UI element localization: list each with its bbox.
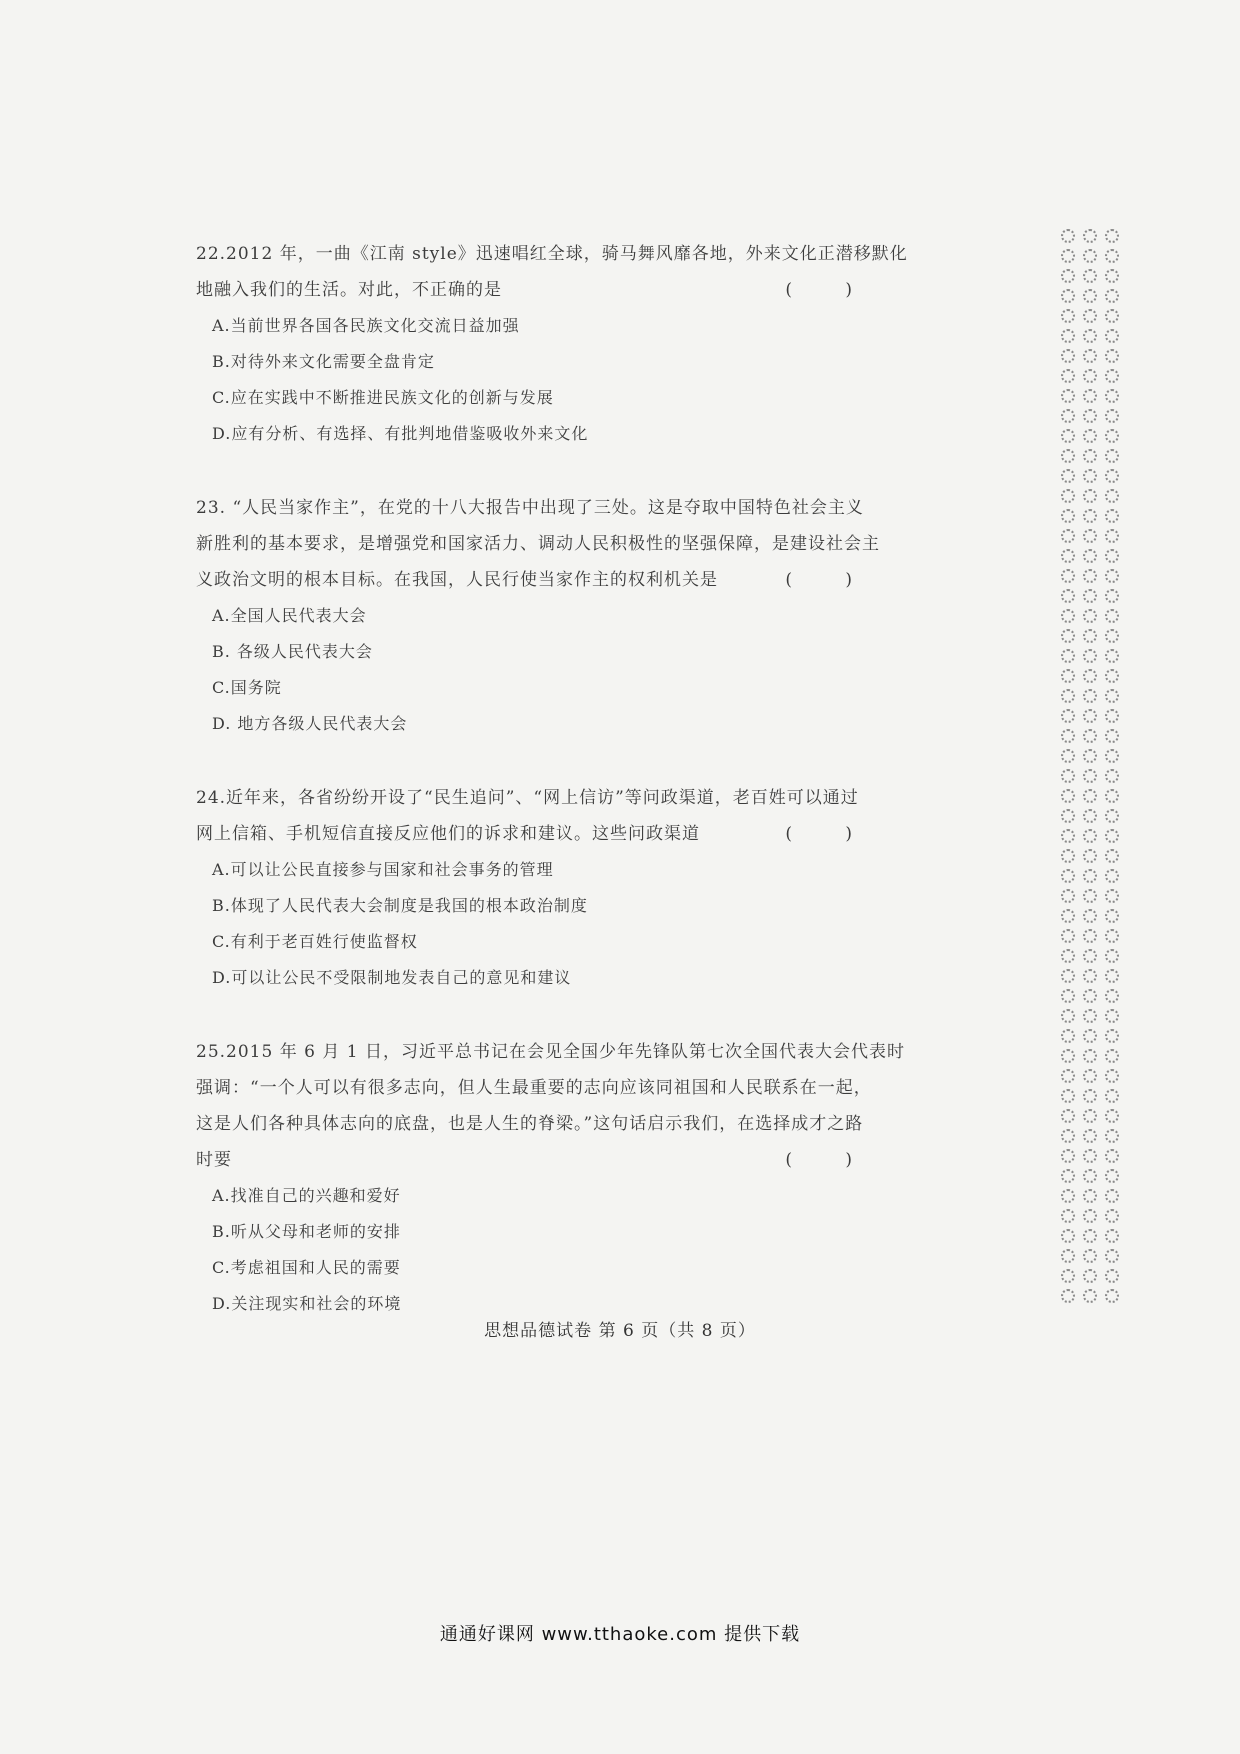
gear-icon [1105, 1109, 1119, 1123]
gear-icon [1105, 1169, 1119, 1183]
gear-icon [1105, 1269, 1119, 1283]
gear-icon [1105, 249, 1119, 263]
gear-icon [1083, 789, 1097, 803]
gear-icon [1105, 389, 1119, 403]
gear-icon [1083, 1189, 1097, 1203]
option-d: D. 地方各级人民代表大会 [212, 714, 408, 733]
gear-icon [1105, 689, 1119, 703]
gear-icon [1061, 769, 1075, 783]
gear-icon [1105, 669, 1119, 683]
gear-icon [1083, 369, 1097, 383]
option-c: C.考虑祖国和人民的需要 [212, 1258, 401, 1277]
gear-icon [1061, 1269, 1075, 1283]
exam-content [196, 236, 908, 1360]
gear-icon [1061, 1089, 1075, 1103]
gear-icon [1061, 349, 1075, 363]
question-stem-line: 22.2012 年，一曲《江南 style》迅速唱红全球，骑马舞风靡各地，外来文化正潜移默化 [196, 244, 908, 264]
question-24 [196, 780, 876, 996]
question-25 [196, 1034, 905, 1322]
gear-icon [1083, 469, 1097, 483]
gear-icon [1105, 1149, 1119, 1163]
gear-icon [1061, 849, 1075, 863]
gear-icon [1105, 609, 1119, 623]
question-stem-line: 23. “人民当家作主”，在党的十八大报告中出现了三处。这是夺取中国特色社会主义 [196, 498, 864, 518]
option-d: D.关注现实和社会的环境 [212, 1294, 402, 1313]
gear-icon [1105, 1029, 1119, 1043]
gear-icon [1105, 269, 1119, 283]
gear-icon [1061, 589, 1075, 603]
gear-icon [1105, 929, 1119, 943]
option-a: A.当前世界各国各民族文化交流日益加强 [212, 316, 520, 335]
question-stem-line: 25.2015 年 6 月 1 日，习近平总书记在会见全国少年先锋队第七次全国代表大会代表时 [196, 1042, 905, 1062]
gear-icon [1083, 529, 1097, 543]
gear-icon [1083, 449, 1097, 463]
question-stem-text: 时要 [196, 1150, 232, 1170]
gear-icon [1061, 469, 1075, 483]
gear-icon [1083, 309, 1097, 323]
gear-icon [1105, 449, 1119, 463]
gear-icon [1105, 1089, 1119, 1103]
gear-icon [1083, 929, 1097, 943]
gear-icon [1061, 329, 1075, 343]
gear-icon [1083, 809, 1097, 823]
gear-icon [1061, 549, 1075, 563]
gear-icon [1061, 669, 1075, 683]
gear-icon [1061, 649, 1075, 663]
gear-icon [1083, 1029, 1097, 1043]
gear-icon [1105, 289, 1119, 303]
answer-parentheses: ( ) [785, 1150, 876, 1170]
gear-icon [1105, 309, 1119, 323]
gear-icon [1061, 409, 1075, 423]
question-stem-line: 这是人们各种具体志向的底盘，也是人生的脊梁。”这句话启示我们，在选择成才之路 [196, 1114, 864, 1134]
gear-icon [1061, 929, 1075, 943]
gear-icon [1105, 229, 1119, 243]
gear-icon [1105, 649, 1119, 663]
gear-icon [1061, 1209, 1075, 1223]
gear-icon [1061, 709, 1075, 723]
gear-icon [1083, 729, 1097, 743]
gear-icon [1083, 1069, 1097, 1083]
answer-parentheses: ( ) [785, 570, 876, 590]
gear-icon [1061, 1189, 1075, 1203]
gear-icon [1083, 229, 1097, 243]
gear-icon [1061, 869, 1075, 883]
gear-icon [1061, 369, 1075, 383]
gear-icon [1105, 729, 1119, 743]
gear-icon [1061, 689, 1075, 703]
gear-icon [1061, 729, 1075, 743]
question-stem-line: 强调：“一个人可以有很多志向，但人生最重要的志向应该同祖国和人民联系在一起， [196, 1078, 872, 1098]
gear-icon [1105, 349, 1119, 363]
gear-icon [1105, 489, 1119, 503]
gear-icon [1061, 509, 1075, 523]
gear-icon [1105, 709, 1119, 723]
gear-icon [1061, 269, 1075, 283]
gear-icon [1083, 1109, 1097, 1123]
gear-icon [1105, 549, 1119, 563]
gear-icon [1061, 1029, 1075, 1043]
gear-icon [1061, 389, 1075, 403]
gear-icon [1061, 429, 1075, 443]
question-stem-text: 地融入我们的生活。对此，不正确的是 [196, 280, 502, 300]
gear-icon [1105, 1209, 1119, 1223]
gear-icon [1061, 1049, 1075, 1063]
gear-icon [1061, 529, 1075, 543]
gear-icon [1083, 1289, 1097, 1303]
gear-icon [1105, 949, 1119, 963]
gear-icon [1061, 1149, 1075, 1163]
gear-icon [1105, 829, 1119, 843]
gear-icon [1061, 1169, 1075, 1183]
gear-icon [1061, 989, 1075, 1003]
gear-icon [1105, 509, 1119, 523]
gear-icon [1105, 369, 1119, 383]
gear-icon [1105, 809, 1119, 823]
question-stem-line: 24.近年来，各省纷纷开设了“民生追问”、“网上信访”等问政渠道，老百姓可以通过 [196, 788, 859, 808]
binding-margin-pattern [1060, 228, 1132, 1318]
gear-icon [1105, 329, 1119, 343]
gear-icon [1061, 809, 1075, 823]
gear-icon [1105, 889, 1119, 903]
option-b: B. 各级人民代表大会 [212, 642, 373, 661]
option-d: D.应有分析、有选择、有批判地借鉴吸收外来文化 [212, 424, 589, 443]
option-c: C.有利于老百姓行使监督权 [212, 932, 418, 951]
gear-icon [1083, 769, 1097, 783]
gear-icon [1061, 889, 1075, 903]
gear-icon [1083, 709, 1097, 723]
question-stem-line [196, 1142, 876, 1178]
gear-icon [1061, 749, 1075, 763]
question-stem-line [196, 562, 876, 598]
option-b: B.体现了人民代表大会制度是我国的根本政治制度 [212, 896, 588, 915]
gear-icon [1061, 1109, 1075, 1123]
gear-icon [1083, 1209, 1097, 1223]
gear-icon [1105, 749, 1119, 763]
gear-icon [1083, 549, 1097, 563]
gear-icon [1061, 489, 1075, 503]
gear-icon [1061, 249, 1075, 263]
gear-icon [1105, 969, 1119, 983]
gear-icon [1083, 429, 1097, 443]
gear-icon [1061, 629, 1075, 643]
answer-parentheses: ( ) [785, 280, 876, 300]
option-a: A.找准自己的兴趣和爱好 [212, 1186, 401, 1205]
gear-icon [1083, 909, 1097, 923]
gear-icon [1105, 409, 1119, 423]
question-stem-text: 义政治文明的根本目标。在我国，人民行使当家作主的权利机关是 [196, 570, 718, 590]
gear-icon [1105, 469, 1119, 483]
option-a: A.可以让公民直接参与国家和社会事务的管理 [212, 860, 554, 879]
gear-icon [1083, 669, 1097, 683]
gear-icon [1083, 1129, 1097, 1143]
gear-icon [1061, 1229, 1075, 1243]
option-c: C.国务院 [212, 678, 282, 697]
gear-icon [1083, 1229, 1097, 1243]
gear-icon [1083, 629, 1097, 643]
gear-icon [1105, 629, 1119, 643]
gear-icon [1061, 1009, 1075, 1023]
gear-icon [1083, 869, 1097, 883]
gear-icon [1061, 309, 1075, 323]
gear-icon [1083, 329, 1097, 343]
gear-icon [1105, 1069, 1119, 1083]
option-b: B.听从父母和老师的安排 [212, 1222, 401, 1241]
option-b: B.对待外来文化需要全盘肯定 [212, 352, 435, 371]
gear-icon [1083, 649, 1097, 663]
gear-icon [1105, 1229, 1119, 1243]
gear-icon [1105, 1249, 1119, 1263]
gear-icon [1083, 1149, 1097, 1163]
gear-icon [1083, 829, 1097, 843]
gear-icon [1083, 989, 1097, 1003]
gear-icon [1061, 569, 1075, 583]
gear-icon [1061, 229, 1075, 243]
gear-icon [1083, 569, 1097, 583]
gear-icon [1105, 1129, 1119, 1143]
gear-icon [1105, 849, 1119, 863]
gear-icon [1061, 969, 1075, 983]
gear-icon [1083, 249, 1097, 263]
gear-icon [1105, 789, 1119, 803]
gear-icon [1083, 689, 1097, 703]
gear-icon [1105, 769, 1119, 783]
gear-icon [1061, 449, 1075, 463]
gear-icon [1105, 1189, 1119, 1203]
gear-icon [1083, 889, 1097, 903]
gear-icon [1105, 989, 1119, 1003]
gear-icon [1083, 849, 1097, 863]
gear-icon [1061, 1249, 1075, 1263]
gear-icon [1083, 1049, 1097, 1063]
gear-icon [1083, 349, 1097, 363]
option-c: C.应在实践中不断推进民族文化的创新与发展 [212, 388, 554, 407]
gear-icon [1061, 609, 1075, 623]
gear-icon [1105, 869, 1119, 883]
gear-icon [1061, 1129, 1075, 1143]
question-stem-line: 新胜利的基本要求，是增强党和国家活力、调动人民积极性的坚强保障，是建设社会主 [196, 534, 880, 554]
gear-icon [1061, 1069, 1075, 1083]
question-stem-line [196, 272, 876, 308]
gear-icon [1105, 589, 1119, 603]
gear-icon [1083, 409, 1097, 423]
gear-icon [1083, 1269, 1097, 1283]
gear-icon [1061, 949, 1075, 963]
gear-icon [1105, 1289, 1119, 1303]
question-stem-text: 网上信箱、手机短信直接反应他们的诉求和建议。这些问政渠道 [196, 824, 700, 844]
gear-icon [1083, 949, 1097, 963]
gear-icon [1083, 289, 1097, 303]
page-number-footer: 思想品德试卷 第 6 页（共 8 页） [484, 1321, 756, 1341]
question-22 [196, 236, 908, 452]
question-stem-line [196, 816, 876, 852]
download-source-footer: 通通好课网 www.tthaoke.com 提供下载 [439, 1624, 801, 1645]
gear-icon [1083, 609, 1097, 623]
gear-icon [1105, 529, 1119, 543]
gear-icon [1061, 1289, 1075, 1303]
gear-icon [1083, 1169, 1097, 1183]
gear-icon [1083, 489, 1097, 503]
gear-icon [1105, 569, 1119, 583]
gear-icon [1083, 269, 1097, 283]
option-a: A.全国人民代表大会 [212, 606, 367, 625]
gear-icon [1105, 1049, 1119, 1063]
gear-icon [1083, 509, 1097, 523]
gear-icon [1083, 749, 1097, 763]
gear-icon [1083, 1089, 1097, 1103]
gear-icon [1061, 829, 1075, 843]
gear-icon [1083, 1249, 1097, 1263]
gear-icon [1105, 429, 1119, 443]
gear-icon [1105, 909, 1119, 923]
gear-icon [1083, 389, 1097, 403]
gear-icon [1105, 1009, 1119, 1023]
gear-icon [1061, 289, 1075, 303]
gear-icon [1083, 589, 1097, 603]
gear-icon [1061, 789, 1075, 803]
answer-parentheses: ( ) [785, 824, 876, 844]
gear-icon [1061, 909, 1075, 923]
question-23 [196, 490, 880, 742]
option-d: D.可以让公民不受限制地发表自己的意见和建议 [212, 968, 572, 987]
gear-icon [1083, 1009, 1097, 1023]
gear-icon [1083, 969, 1097, 983]
